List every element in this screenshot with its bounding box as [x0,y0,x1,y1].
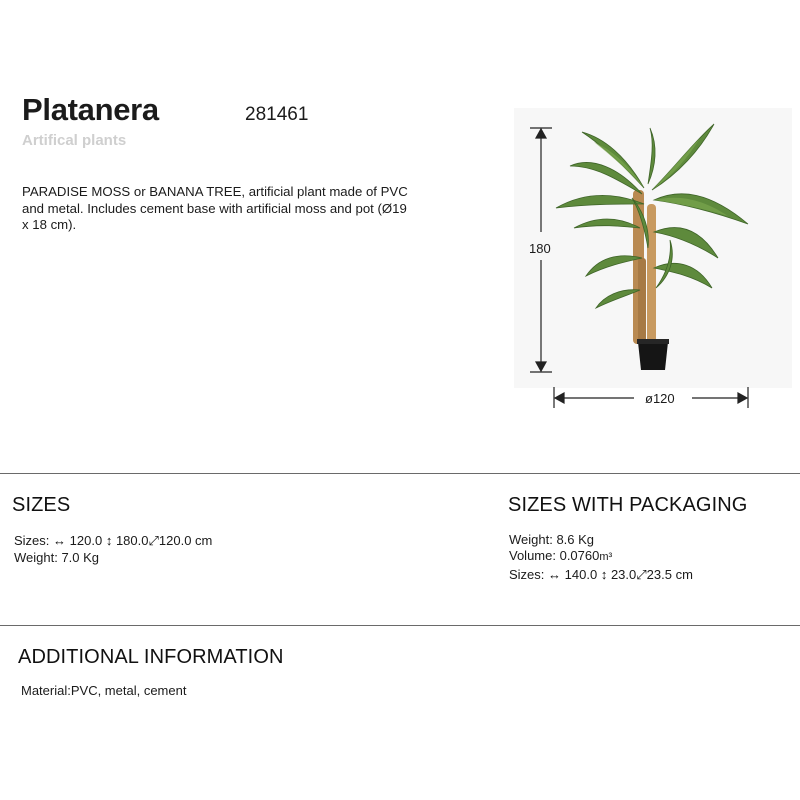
divider [0,625,800,626]
width-arrow-icon: ↔ [53,533,67,548]
packaging-weight: Weight: 8.6 Kg [509,532,595,547]
packaging-volume-value: Volume: 0.0760 [509,548,600,563]
product-title: Platanera [22,92,159,127]
depth-arrow-icon: ⤢ [636,567,647,582]
divider [0,473,800,474]
packaging-sizes-line [509,567,693,584]
depth-arrow-icon: ⤢ [148,533,159,548]
packaging-volume-unit: m³ [599,551,613,563]
packaging-volume [509,548,612,566]
height-arrow-icon: ↕ [600,567,608,582]
sizes-line [14,533,212,550]
sizes-width: 120.0 [69,533,103,548]
product-description: PARADISE MOSS or BANANA TREE, artificial plant made of PVC and metal. Includes cement base with artificial moss and pot (Ø19 x 18 cm). [22,184,408,232]
sizes-depth: 120.0 cm [158,533,213,548]
product-code: 281461 [245,104,309,125]
sizes-heading: SIZES [12,494,71,516]
width-dimension-label: ø120 [645,391,675,406]
packaging-width: 140.0 [564,567,598,582]
material-info: Material:PVC, metal, cement [21,683,187,698]
packaging-depth: 23.5 cm [646,567,693,582]
packaging-heading: SIZES WITH PACKAGING [508,494,748,516]
product-category: Artifical plants [22,132,127,149]
sizes-weight: Weight: 7.0 Kg [14,550,100,565]
packaging-sizes-prefix: Sizes: [509,567,545,582]
sizes-prefix: Sizes: [14,533,50,548]
packaging-height: 23.0 [610,567,637,582]
sizes-height: 180.0 [115,533,149,548]
additional-heading: ADDITIONAL INFORMATION [18,646,284,668]
height-arrow-icon: ↕ [105,533,113,548]
height-dimension-label: 180 [529,241,551,256]
width-arrow-icon: ↔ [548,567,562,582]
